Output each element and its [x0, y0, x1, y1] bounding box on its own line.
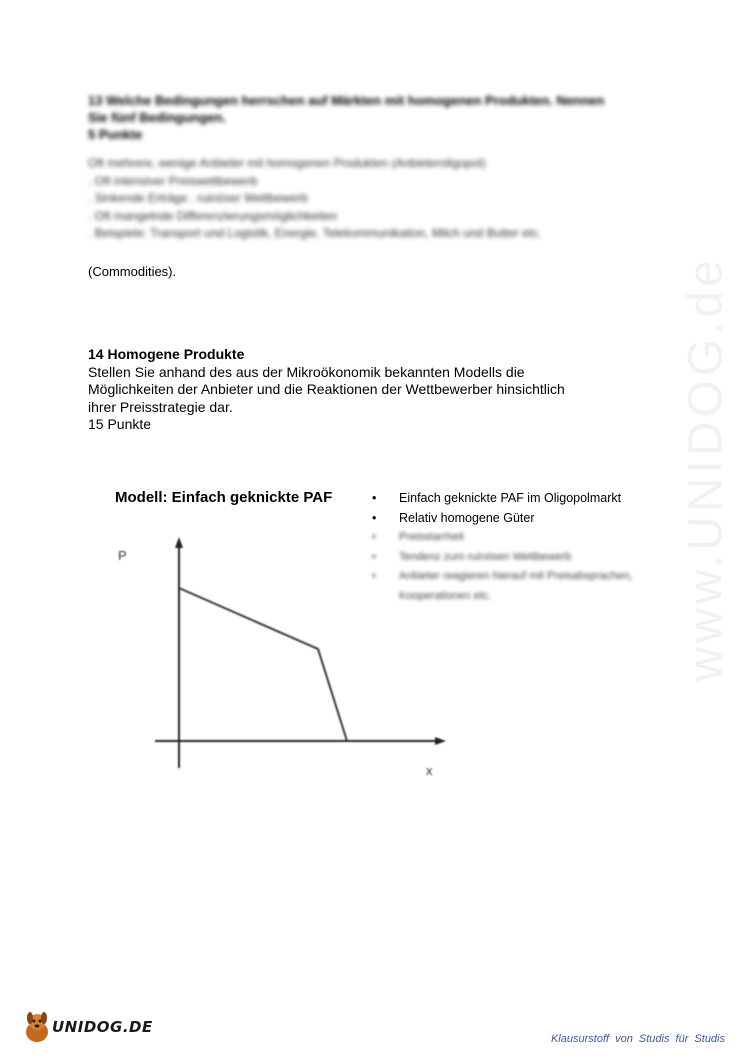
answer-line: Oft mehrere, wenige Anbieter mit homogenen Produkten (Anbieteroligopol): [88, 156, 486, 170]
logo-text: UNIDOG.DE: [52, 1018, 153, 1036]
bullet-icon: •: [372, 550, 376, 563]
answer-line: . Sinkende Erträge . ruinöser Wettbewerb: [88, 191, 308, 205]
footer-slogan: Klausurstoff von Studis für Studis: [550, 1033, 725, 1045]
y-axis-arrow: [175, 537, 183, 548]
bullet-text: Einfach geknickte PAF im Oligopolmarkt: [399, 491, 622, 505]
bullet-icon: •: [372, 531, 376, 543]
watermark: www.UNIDOG.de: [679, 256, 733, 682]
bullet-text: Relativ homogene Güter: [399, 510, 535, 525]
answer-line: . Beispiele: Transport und Logistik, Energie, Telekommunikation, Milch und Butter etc.: [88, 226, 542, 240]
bullet-text: Tendenz zum ruinösen Wettbewerb: [399, 550, 572, 563]
question-14-line: Möglichkeiten der Anbieter und die Reaktionen der Wettbewerber hinsichtlich: [88, 381, 565, 397]
bullet-icon: •: [372, 570, 376, 582]
heading-line: Sie fünf Bedingungen.: [88, 110, 226, 125]
commodities-text: (Commodities).: [88, 264, 177, 279]
bullet-text: Preisstarrheit: [399, 531, 464, 543]
bullet-text: Anbieter reagieren hierauf mit Preisabsprachen, Kooperationen etc.: [399, 570, 633, 602]
y-axis-label: P: [118, 548, 127, 563]
heading-line: 13 Welche Bedingungen herrschen auf Märkten mit homogenen Produkten. Nennen: [88, 93, 605, 108]
question-14-points: 15 Punkte: [88, 416, 152, 432]
answer-line: . Oft mangelnde Differenzierungsmöglichkeiten: [88, 208, 338, 223]
figure-title: Modell: Einfach geknickte PAF: [115, 489, 333, 506]
question-14-line: ihrer Preisstrategie dar.: [88, 398, 233, 415]
question-14-title: 14 Homogene Produkte: [88, 346, 245, 362]
demand-curve: [179, 588, 347, 741]
unidog-logo: [22, 1010, 153, 1044]
bullet-icon: •: [372, 491, 377, 505]
answer-line: . Oft intensiver Preiswettbewerb: [88, 173, 258, 188]
heading-line: 5 Punkte: [88, 127, 143, 142]
x-axis-arrow: [435, 737, 446, 745]
x-axis-label: x: [426, 763, 433, 778]
question-14-line: Stellen Sie anhand des aus der Mikroökonomik bekannten Modells die: [88, 363, 525, 380]
bullet-icon: •: [372, 510, 377, 525]
dog-icon: [22, 1010, 52, 1044]
